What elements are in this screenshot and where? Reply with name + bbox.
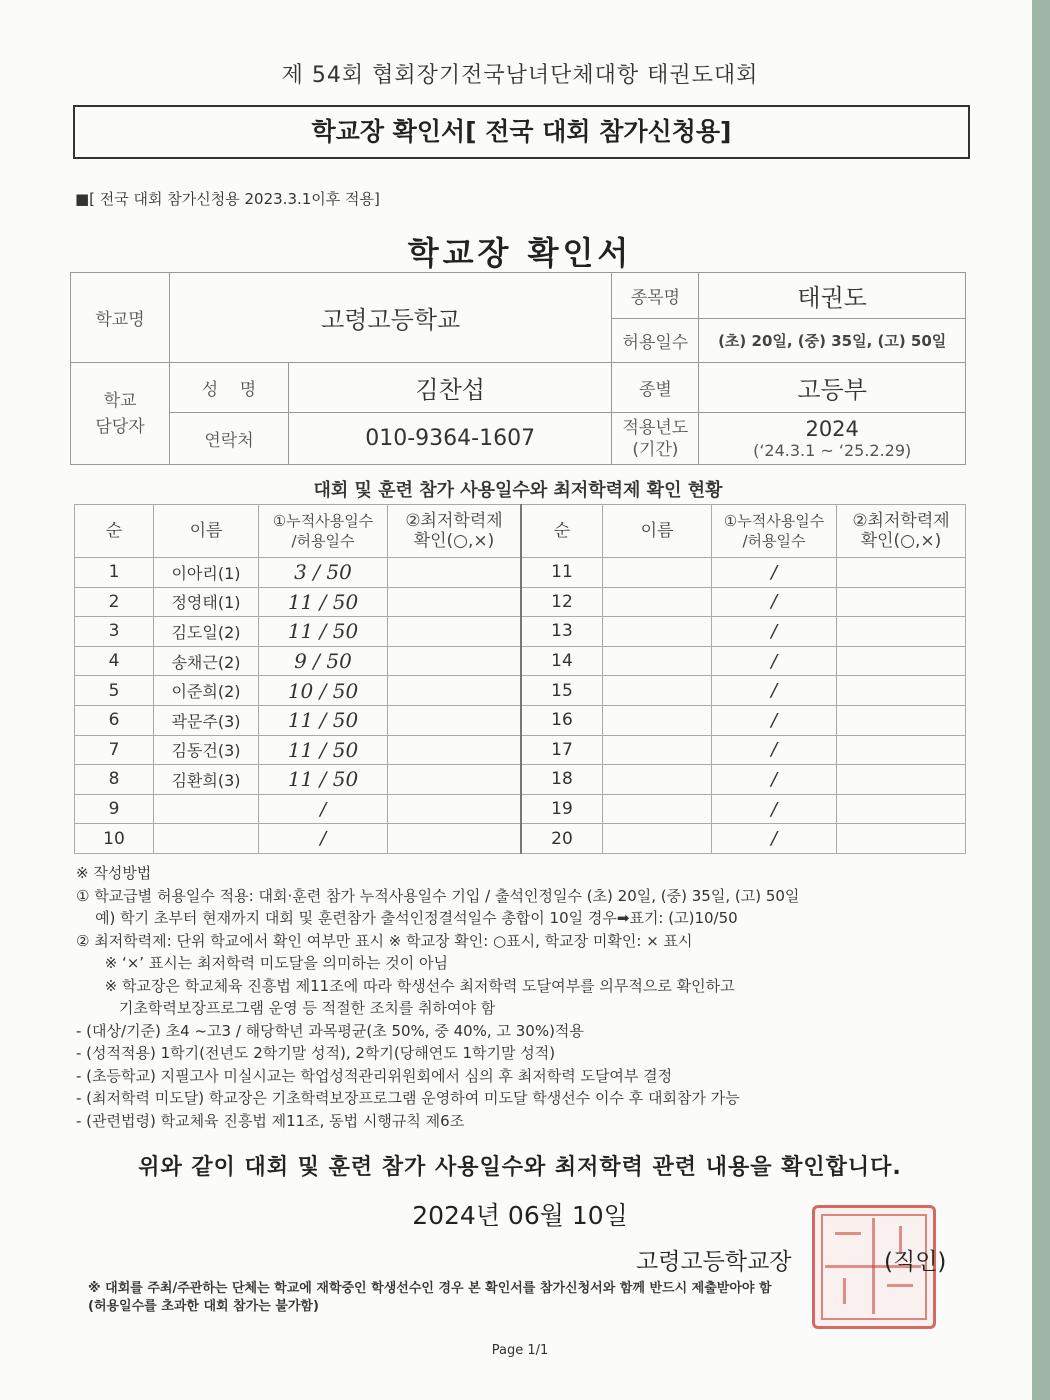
- min-check-cell: [837, 794, 966, 824]
- seal-mark: (직인): [884, 1249, 947, 1275]
- col-usage-left: ①누적사용일수 /허용일수: [259, 505, 388, 558]
- min-check-cell: [837, 676, 966, 706]
- min-check-cell: [837, 646, 966, 676]
- background-edge: [1032, 0, 1050, 1400]
- order-cell: 7: [75, 735, 154, 765]
- usage-cell: /: [712, 794, 837, 824]
- table-row: [75, 617, 966, 647]
- instruction-line: - (성적적용) 1학기(전년도 2학기말 성적), 2학기(당해연도 1학기말 성적): [76, 1044, 556, 1062]
- school-value: 고령고등학교: [170, 273, 612, 363]
- col-order-right: 순: [521, 505, 603, 558]
- sport-label: 종목명: [612, 273, 699, 319]
- usage-cell: /: [712, 676, 837, 706]
- usage-cell: /: [712, 705, 837, 735]
- year-value: 2024: [805, 417, 859, 441]
- info-table: [70, 272, 966, 465]
- min-check-cell: [837, 558, 966, 588]
- table-row: [75, 646, 966, 676]
- order-cell: 1: [75, 558, 154, 588]
- min-check-cell: [837, 765, 966, 795]
- col-min-right: ②최저학력제 확인(○,×): [837, 505, 966, 558]
- usage-cell: 11 / 50: [259, 735, 388, 765]
- order-cell: 9: [75, 794, 154, 824]
- instruction-line: - (관련법령) 학교체육 진흥법 제11조, 동법 시행규칙 제6조: [76, 1111, 465, 1130]
- usage-cell: /: [712, 587, 837, 617]
- roster-table: [74, 504, 966, 854]
- col-name-left: 이름: [154, 505, 259, 558]
- min-check-cell: [388, 824, 522, 854]
- min-check-cell: [388, 587, 522, 617]
- usage-cell: /: [259, 794, 388, 824]
- col-usage-right: ①누적사용일수 /허용일수: [712, 505, 837, 558]
- page-number: Page 1/1: [491, 1343, 549, 1358]
- table-row: [75, 765, 966, 795]
- table-row: [75, 587, 966, 617]
- min-check-cell: [837, 617, 966, 647]
- period-value: (‘24.3.1 ~ ‘25.2.29): [753, 441, 912, 460]
- footnote: ※ 대회를 주최/주관하는 단체는 학교에 재학중인 학생선수인 경우 본 확인서를 참가신청서와 함께 반드시 제출받아야 함 (허용일수를 초과한 대회 참가는 불가함): [88, 1281, 772, 1314]
- instructions-title: ※ 작성방법: [76, 864, 152, 882]
- order-cell: 2: [75, 587, 154, 617]
- student-name: [603, 617, 712, 647]
- division-value: 고등부: [699, 363, 966, 413]
- table-row: [75, 794, 966, 824]
- allowed-days-label: 허용일수: [612, 319, 699, 363]
- usage-cell: /: [712, 735, 837, 765]
- order-cell: 12: [521, 587, 603, 617]
- seal-line: [835, 1232, 861, 1235]
- order-cell: 20: [521, 824, 603, 854]
- order-cell: 14: [521, 646, 603, 676]
- student-name: 곽문주(3): [154, 705, 259, 735]
- min-check-cell: [388, 676, 522, 706]
- division-label: 종별: [612, 363, 699, 413]
- student-name: [603, 735, 712, 765]
- school-label: 학교명: [71, 273, 170, 363]
- min-check-cell: [388, 765, 522, 795]
- min-check-cell: [388, 705, 522, 735]
- issue-date: 2024년 06월 10일: [412, 1201, 628, 1230]
- instruction-line: - (최저학력 미도달) 학교장은 기초학력보장프로그램 운영하여 미도달 학생선수 이수 후 대회참가 가능: [76, 1089, 740, 1107]
- table-row: [75, 705, 966, 735]
- order-cell: 13: [521, 617, 603, 647]
- principal-signature: 고령고등학교장: [636, 1249, 792, 1275]
- instruction-line: 기초학력보장프로그램 운영 등 적절한 조치를 취하여야 함: [76, 999, 496, 1017]
- sport-value: 태권도: [699, 273, 966, 319]
- year-label: 적용년도 (기간): [612, 413, 699, 465]
- order-cell: 16: [521, 705, 603, 735]
- student-name: [603, 794, 712, 824]
- usage-cell: /: [712, 617, 837, 647]
- student-name: [603, 705, 712, 735]
- student-name: [603, 765, 712, 795]
- writing-instructions: [76, 862, 976, 1132]
- instruction-line: ※ 학교장은 학교체육 진흥법 제11조에 따라 학생선수 최저학력 도달여부를 의무적으로 확인하고: [76, 976, 735, 995]
- instruction-line: ※ ‘×’ 표시는 최저학력 미도달을 의미하는 것이 아님: [76, 954, 448, 972]
- contact-label: 연락처: [170, 413, 289, 465]
- usage-cell: /: [259, 824, 388, 854]
- usage-cell: /: [712, 646, 837, 676]
- table-row: [75, 735, 966, 765]
- name-label: 성 명: [170, 363, 289, 413]
- min-check-cell: [388, 735, 522, 765]
- order-cell: 10: [75, 824, 154, 854]
- usage-cell: 11 / 50: [259, 705, 388, 735]
- manager-label: 학교 담당자: [71, 363, 170, 465]
- usage-cell: 10 / 50: [259, 676, 388, 706]
- student-name: 정영태(1): [154, 587, 259, 617]
- year-cell: [699, 413, 966, 465]
- order-cell: 4: [75, 646, 154, 676]
- min-check-cell: [837, 587, 966, 617]
- table-row: [75, 558, 966, 588]
- student-name: [603, 824, 712, 854]
- order-cell: 15: [521, 676, 603, 706]
- min-check-cell: [388, 646, 522, 676]
- contact-value: 010-9364-1607: [289, 413, 612, 465]
- order-cell: 19: [521, 794, 603, 824]
- col-name-right: 이름: [603, 505, 712, 558]
- allowed-days-value: (초) 20일, (중) 35일, (고) 50일: [699, 319, 966, 363]
- instruction-line: - (초등학교) 지필고사 미실시교는 학업성적관리위원회에서 심의 후 최저학력 도달여부 결정: [76, 1066, 673, 1085]
- usage-cell: /: [712, 824, 837, 854]
- student-name: [154, 794, 259, 824]
- instruction-line: ② 최저학력제: 단위 학교에서 확인 여부만 표시 ※ 학교장 확인: ○표시, 학교장 미확인: × 표시: [76, 931, 693, 950]
- order-cell: 11: [521, 558, 603, 588]
- usage-cell: /: [712, 558, 837, 588]
- roster-heading: 대회 및 훈련 참가 사용일수와 최저학력제 확인 현황: [313, 480, 723, 501]
- instruction-line: 예) 학기 초부터 현재까지 대회 및 훈련참가 출석인정결석일수 총합이 10일 경우➡표기: (고)10/50: [76, 909, 738, 927]
- min-check-cell: [837, 705, 966, 735]
- applicability-note: ■[ 전국 대회 참가신청용 2023.3.1이후 적용]: [75, 190, 380, 208]
- boxed-title: 학교장 확인서[ 전국 대회 참가신청용]: [73, 105, 970, 159]
- usage-cell: 3 / 50: [259, 558, 388, 588]
- usage-cell: 11 / 50: [259, 617, 388, 647]
- order-cell: 18: [521, 765, 603, 795]
- student-name: 송채근(2): [154, 646, 259, 676]
- min-check-cell: [388, 558, 522, 588]
- student-name: 김도일(2): [154, 617, 259, 647]
- student-name: 김동건(3): [154, 735, 259, 765]
- min-check-cell: [388, 617, 522, 647]
- min-check-cell: [837, 735, 966, 765]
- table-row: [75, 676, 966, 706]
- manager-name: 김찬섭: [289, 363, 612, 413]
- student-name: [154, 824, 259, 854]
- student-name: 김환희(3): [154, 765, 259, 795]
- col-min-left: ②최저학력제 확인(○,×): [388, 505, 522, 558]
- student-name: [603, 646, 712, 676]
- instruction-line: ① 학교급별 허용일수 적용: 대회·훈련 참가 누적사용일수 기입 / 출석인정일수 (초) 20일, (중) 35일, (고) 50일: [76, 886, 800, 905]
- order-cell: 8: [75, 765, 154, 795]
- col-order-left: 순: [75, 505, 154, 558]
- student-name: 이준희(2): [154, 676, 259, 706]
- order-cell: 3: [75, 617, 154, 647]
- event-title: 제 54회 협회장기전국남녀단체대항 태권도대회: [281, 63, 759, 88]
- usage-cell: 11 / 50: [259, 765, 388, 795]
- min-check-cell: [837, 824, 966, 854]
- student-name: [603, 587, 712, 617]
- confirmation-statement: 위와 같이 대회 및 훈련 참가 사용일수와 최저학력 관련 내용을 확인합니다.: [138, 1155, 902, 1180]
- student-name: [603, 558, 712, 588]
- usage-cell: 9 / 50: [259, 646, 388, 676]
- student-name: 이아리(1): [154, 558, 259, 588]
- order-cell: 17: [521, 735, 603, 765]
- order-cell: 5: [75, 676, 154, 706]
- main-title: 학교장 확인서: [407, 234, 633, 272]
- instruction-line: - (대상/기준) 초4 ~고3 / 해당학년 과목평균(초 50%, 중 40%, 고 30%)적용: [76, 1021, 584, 1040]
- table-row: [75, 824, 966, 854]
- usage-cell: /: [712, 765, 837, 795]
- order-cell: 6: [75, 705, 154, 735]
- student-name: [603, 676, 712, 706]
- min-check-cell: [388, 794, 522, 824]
- usage-cell: 11 / 50: [259, 587, 388, 617]
